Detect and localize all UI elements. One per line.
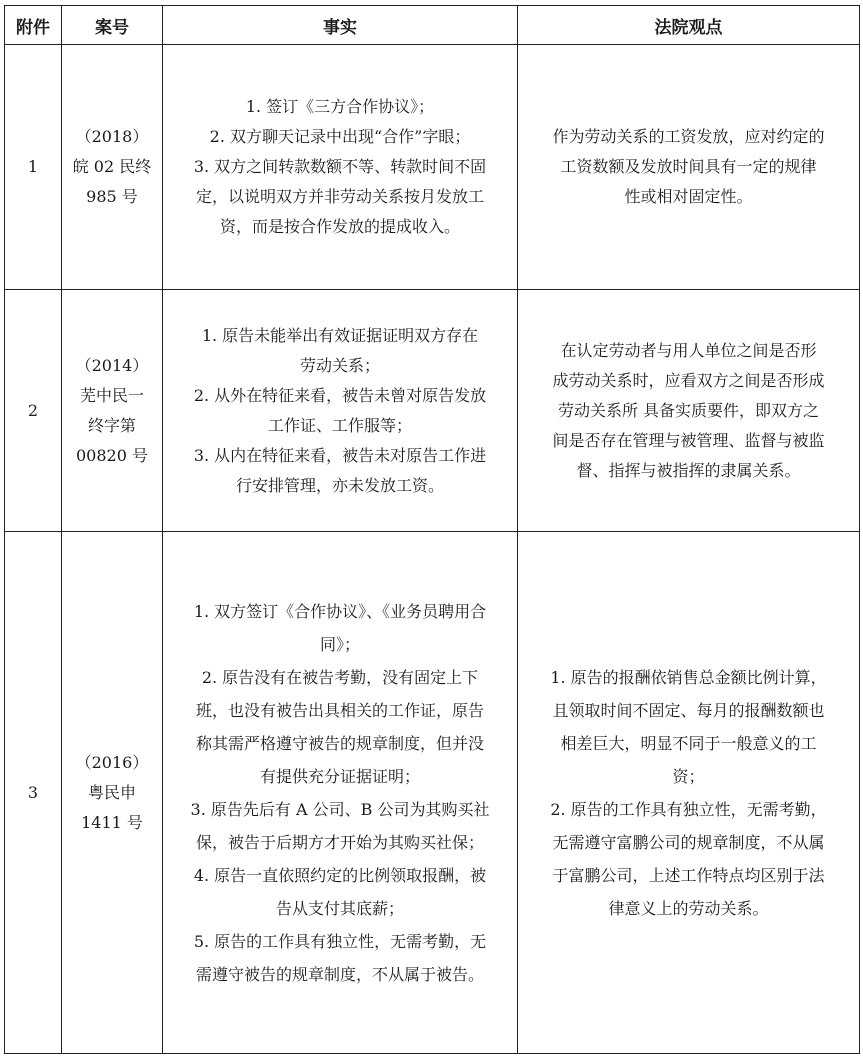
fact-line: 同》； [319,634,360,654]
opinion-line: 资； [672,766,705,786]
fact-line: 资，而是按合作发放的提成收入。 [219,217,460,236]
case-number-cell [62,45,163,290]
fact-line: 班，也没有被告出具相关的工作证，原告 [195,700,484,720]
case-number-line: （2018） [75,127,149,146]
fact-line: 3. 从内在特征来看，被告未对原告工作进 [193,445,487,465]
fact-line: 4. 原告一直依照约定的比例领取报酬，被 [193,865,487,885]
fact-line: 1. 签订《三方合作协议》； [245,97,435,116]
case-number-cell [62,290,163,532]
opinion-line: 劳动关系所 具备实质要件，即双方之 [557,400,820,420]
table-header-row [5,6,860,45]
fact-line: 劳动关系； [299,355,380,375]
fact-line: 2. 原告没有在被告考勤，没有固定上下 [201,667,479,687]
opinion-line: 于富鹏公司，上述工作特点均区别于法 [552,865,825,885]
table-row [5,290,860,532]
opinion-line: 间是否存在管理与被管理、监督与被监 [552,430,825,450]
fact-line: 保，被告于后期方才开始为其购买社保； [195,832,484,852]
opinion-cell [518,532,860,1054]
case-number-cell [62,532,163,1054]
opinion-line: 无需遵守富鹏公司的规章制度，不从属 [552,832,825,852]
fact-line: 2. 从外在特征来看，被告未曾对原告发放 [193,385,487,405]
case-number-line: 985 号 [86,187,138,206]
fact-line: 告从支付其底薪； [275,898,404,918]
case-number-line: 00820 号 [76,445,148,465]
header-attachment: 附件 [5,6,62,45]
opinion-line: 作为劳动关系的工资发放，应对约定的 [552,127,825,146]
case-number-line: 1411 号 [81,812,143,832]
fact-line: 3. 双方之间转款数额不等、转款时间不固 [193,157,487,176]
row-index: 1 [5,45,62,290]
opinion-line: 相差巨大，明显不同于一般意义的工 [560,733,817,753]
case-number-line: 粤民申 [87,782,136,802]
fact-line: 行安排管理，亦未发放工资。 [235,475,444,495]
opinion-line: 且领取时间不固定、每月的报酬数额也 [552,700,825,720]
opinion-line: 2. 原告的工作具有独立性，无需考勤， [550,799,827,819]
header-facts: 事实 [163,6,518,45]
fact-line: 2. 双方聊天记录中出现“合作”字眼； [209,127,471,146]
facts-cell [163,532,518,1054]
case-number-line: （2016） [75,752,149,772]
case-number-line: 皖 02 民终 [72,157,152,176]
opinion-line: 律意义上的劳动关系。 [608,898,769,918]
opinion-line: 1. 原告的报酬依销售总金额比例计算， [550,667,827,687]
table-row [5,45,860,290]
fact-line: 称其需严格遵守被告的规章制度，但并没 [195,733,484,753]
fact-line: 5. 原告的工作具有独立性，无需考勤，无 [193,931,487,951]
opinion-line: 成劳动关系时，应看双方之间是否形成 [552,370,825,390]
fact-line: 需遵守被告的规章制度，不从属于被告。 [195,964,484,984]
fact-line: 定，以说明双方并非劳动关系按月发放工 [195,187,484,206]
header-court-opinion: 法院观点 [518,6,860,45]
opinion-line: 性或相对固定性。 [624,187,753,206]
fact-line: 1. 原告未能举出有效证据证明双方存在 [201,325,479,345]
case-number-line: 终字第 [87,415,136,435]
facts-cell [163,290,518,532]
facts-cell [163,45,518,290]
table-row [5,532,860,1054]
case-comparison-table [4,5,860,1054]
fact-line: 工作证、工作服等； [267,415,412,435]
opinion-cell [518,45,860,290]
row-index: 3 [5,532,62,1054]
opinion-line: 督、指挥与被指挥的隶属关系。 [576,460,801,480]
opinion-cell [518,290,860,532]
row-index: 2 [5,290,62,532]
fact-line: 有提供充分证据证明； [259,766,420,786]
case-number-line: 芜中民一 [79,385,144,405]
header-case-number: 案号 [62,6,163,45]
opinion-line: 工资数额及发放时间具有一定的规律 [560,157,817,176]
fact-line: 1. 双方签订《合作协议》、《业务员聘用合 [193,601,487,621]
opinion-line: 在认定劳动者与用人单位之间是否形 [560,340,817,360]
fact-line: 3. 原告先后有 A 公司、B 公司为其购买社 [190,799,490,819]
case-number-line: （2014） [75,355,149,375]
